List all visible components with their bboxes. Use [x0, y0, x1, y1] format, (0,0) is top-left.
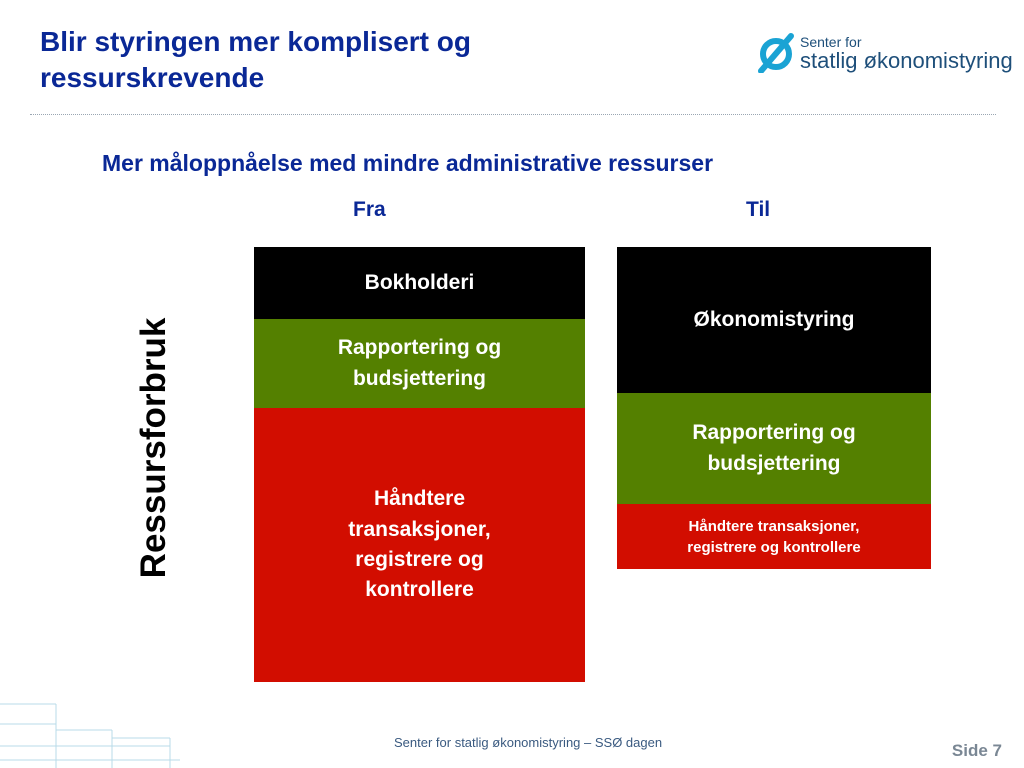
- ssø-logo: [757, 31, 1013, 75]
- fra-block-rapportering-text: Rapportering og budsjettering: [337, 336, 502, 390]
- til-block-rapportering: [617, 393, 931, 504]
- ssø-logo-icon: [757, 33, 797, 73]
- til-block-transaksjoner: [617, 504, 931, 569]
- header-divider: [30, 114, 996, 115]
- til-block-okonomistyring-text: Økonomistyring: [693, 307, 855, 331]
- logo-text-line2: statlig økonomistyring: [800, 48, 1013, 73]
- til-block-transaksjoner-text: Håndtere transaksjoner, registrere og kontrollere: [687, 517, 861, 556]
- decorative-grid: [0, 690, 180, 768]
- logo-text-line1: Senter for: [800, 34, 862, 50]
- til-block-rapportering-text: Rapportering og budsjettering: [692, 421, 856, 475]
- fra-block-bokholderi: [254, 247, 585, 319]
- til-block-okonomistyring: [617, 247, 931, 393]
- footer-text: Senter for statlig økonomistyring – SSØ dagen: [394, 735, 663, 750]
- slide-title: Blir styringen mer komplisert og ressurskrevende: [40, 26, 471, 93]
- fra-block-rapportering: [254, 319, 585, 408]
- column-label-fra: Fra: [353, 198, 386, 221]
- fra-block-transaksjoner-text: Håndtere transaksjoner, registrere og kontrollere: [348, 487, 491, 602]
- axis-label-ressursforbruk: Ressursforbruk: [134, 317, 173, 579]
- fra-block-transaksjoner: [254, 408, 585, 682]
- column-label-til: Til: [746, 198, 771, 221]
- page-number: Side 7: [951, 741, 1002, 760]
- diagram-subtitle: Mer måloppnåelse med mindre administrative ressurser: [102, 150, 714, 176]
- fra-block-bokholderi-text: Bokholderi: [364, 270, 475, 294]
